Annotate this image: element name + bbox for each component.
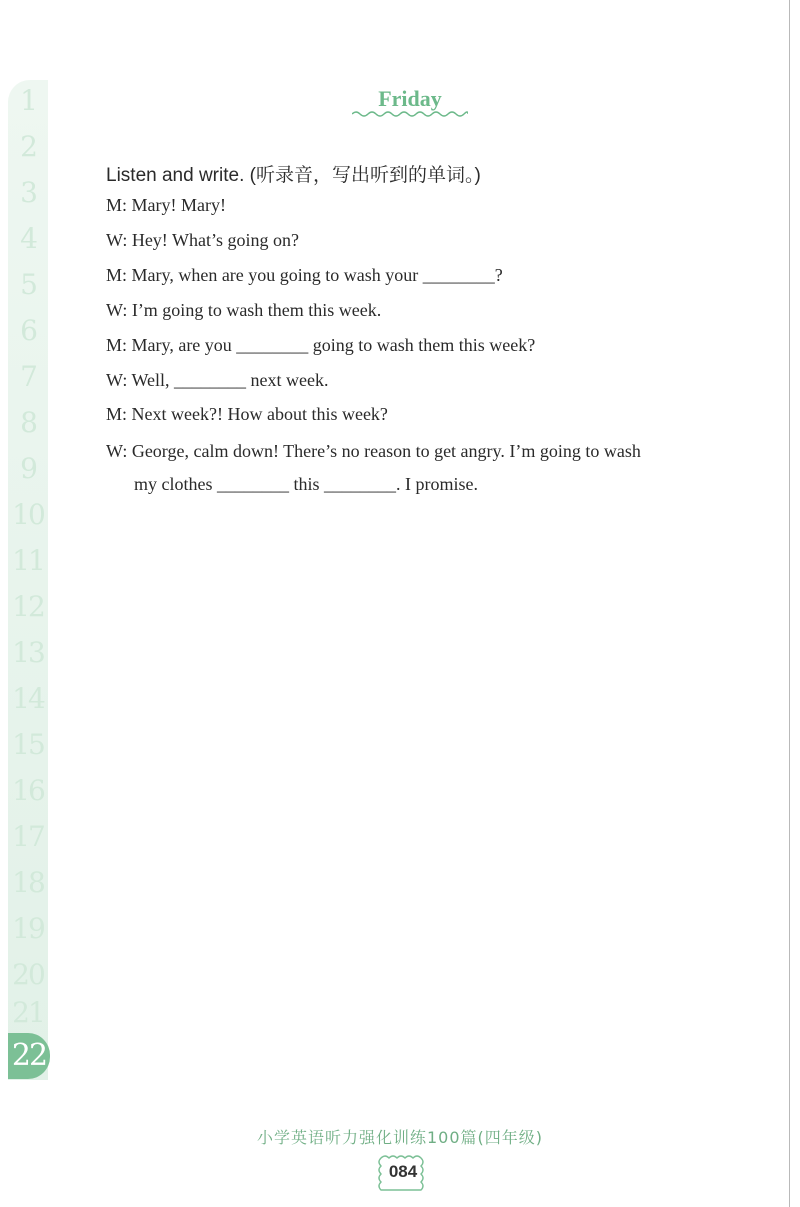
side-tab-6: 6	[20, 314, 36, 347]
page-title: Friday	[378, 86, 442, 111]
dialogue-line-9: my clothes ________ this ________. I promise.	[134, 474, 478, 494]
side-tab-strip	[8, 80, 48, 1080]
side-tab-20: 20	[12, 958, 44, 991]
side-tab-4: 4	[20, 222, 36, 255]
side-tab-3: 3	[20, 176, 36, 209]
instruction-text: Listen and write. (听录音，写出听到的单词。)	[106, 165, 481, 186]
side-tab-14: 14	[12, 682, 44, 715]
side-tab-15: 15	[12, 728, 44, 761]
dialogue-line-3: M: Mary, when are you going to wash your ________?	[106, 265, 503, 285]
side-tab-2: 2	[20, 130, 36, 163]
dialogue-line-8: W: George, calm down! There’s no reason to get angry. I’m going to wash	[106, 441, 641, 461]
side-tab-19: 19	[12, 912, 44, 945]
side-tab-8: 8	[20, 406, 36, 439]
title-wave-underline	[352, 109, 468, 119]
dialogue-line-7: M: Next week?! How about this week?	[106, 404, 388, 424]
side-tab-10: 10	[12, 498, 44, 531]
side-tab-5: 5	[20, 268, 36, 301]
dialogue-line-1: M: Mary! Mary!	[106, 195, 226, 215]
dialogue-line-4: W: I’m going to wash them this week.	[106, 300, 382, 320]
dialogue-line-2: W: Hey! What’s going on?	[106, 230, 299, 250]
book-title: 小学英语听力强化训练100篇(四年级)	[256, 1128, 544, 1147]
side-tab-16: 16	[12, 774, 44, 807]
side-tab-9: 9	[20, 452, 36, 485]
side-tab-active: 22	[8, 1033, 50, 1079]
side-tab-7: 7	[20, 360, 36, 393]
side-tab-21: 21	[12, 996, 44, 1029]
side-tab-12: 12	[12, 590, 44, 623]
side-tab-13: 13	[12, 636, 44, 669]
dialogue-line-6: W: Well, ________ next week.	[106, 370, 329, 390]
dialogue-line-5: M: Mary, are you ________ going to wash them this week?	[106, 335, 536, 355]
side-tab-11: 11	[12, 544, 44, 577]
side-tab-18: 18	[12, 866, 44, 899]
side-tab-1: 1	[20, 84, 36, 117]
page-edge-line	[789, 0, 790, 1207]
page-number: 084	[388, 1162, 418, 1181]
side-tab-17: 17	[12, 820, 44, 853]
